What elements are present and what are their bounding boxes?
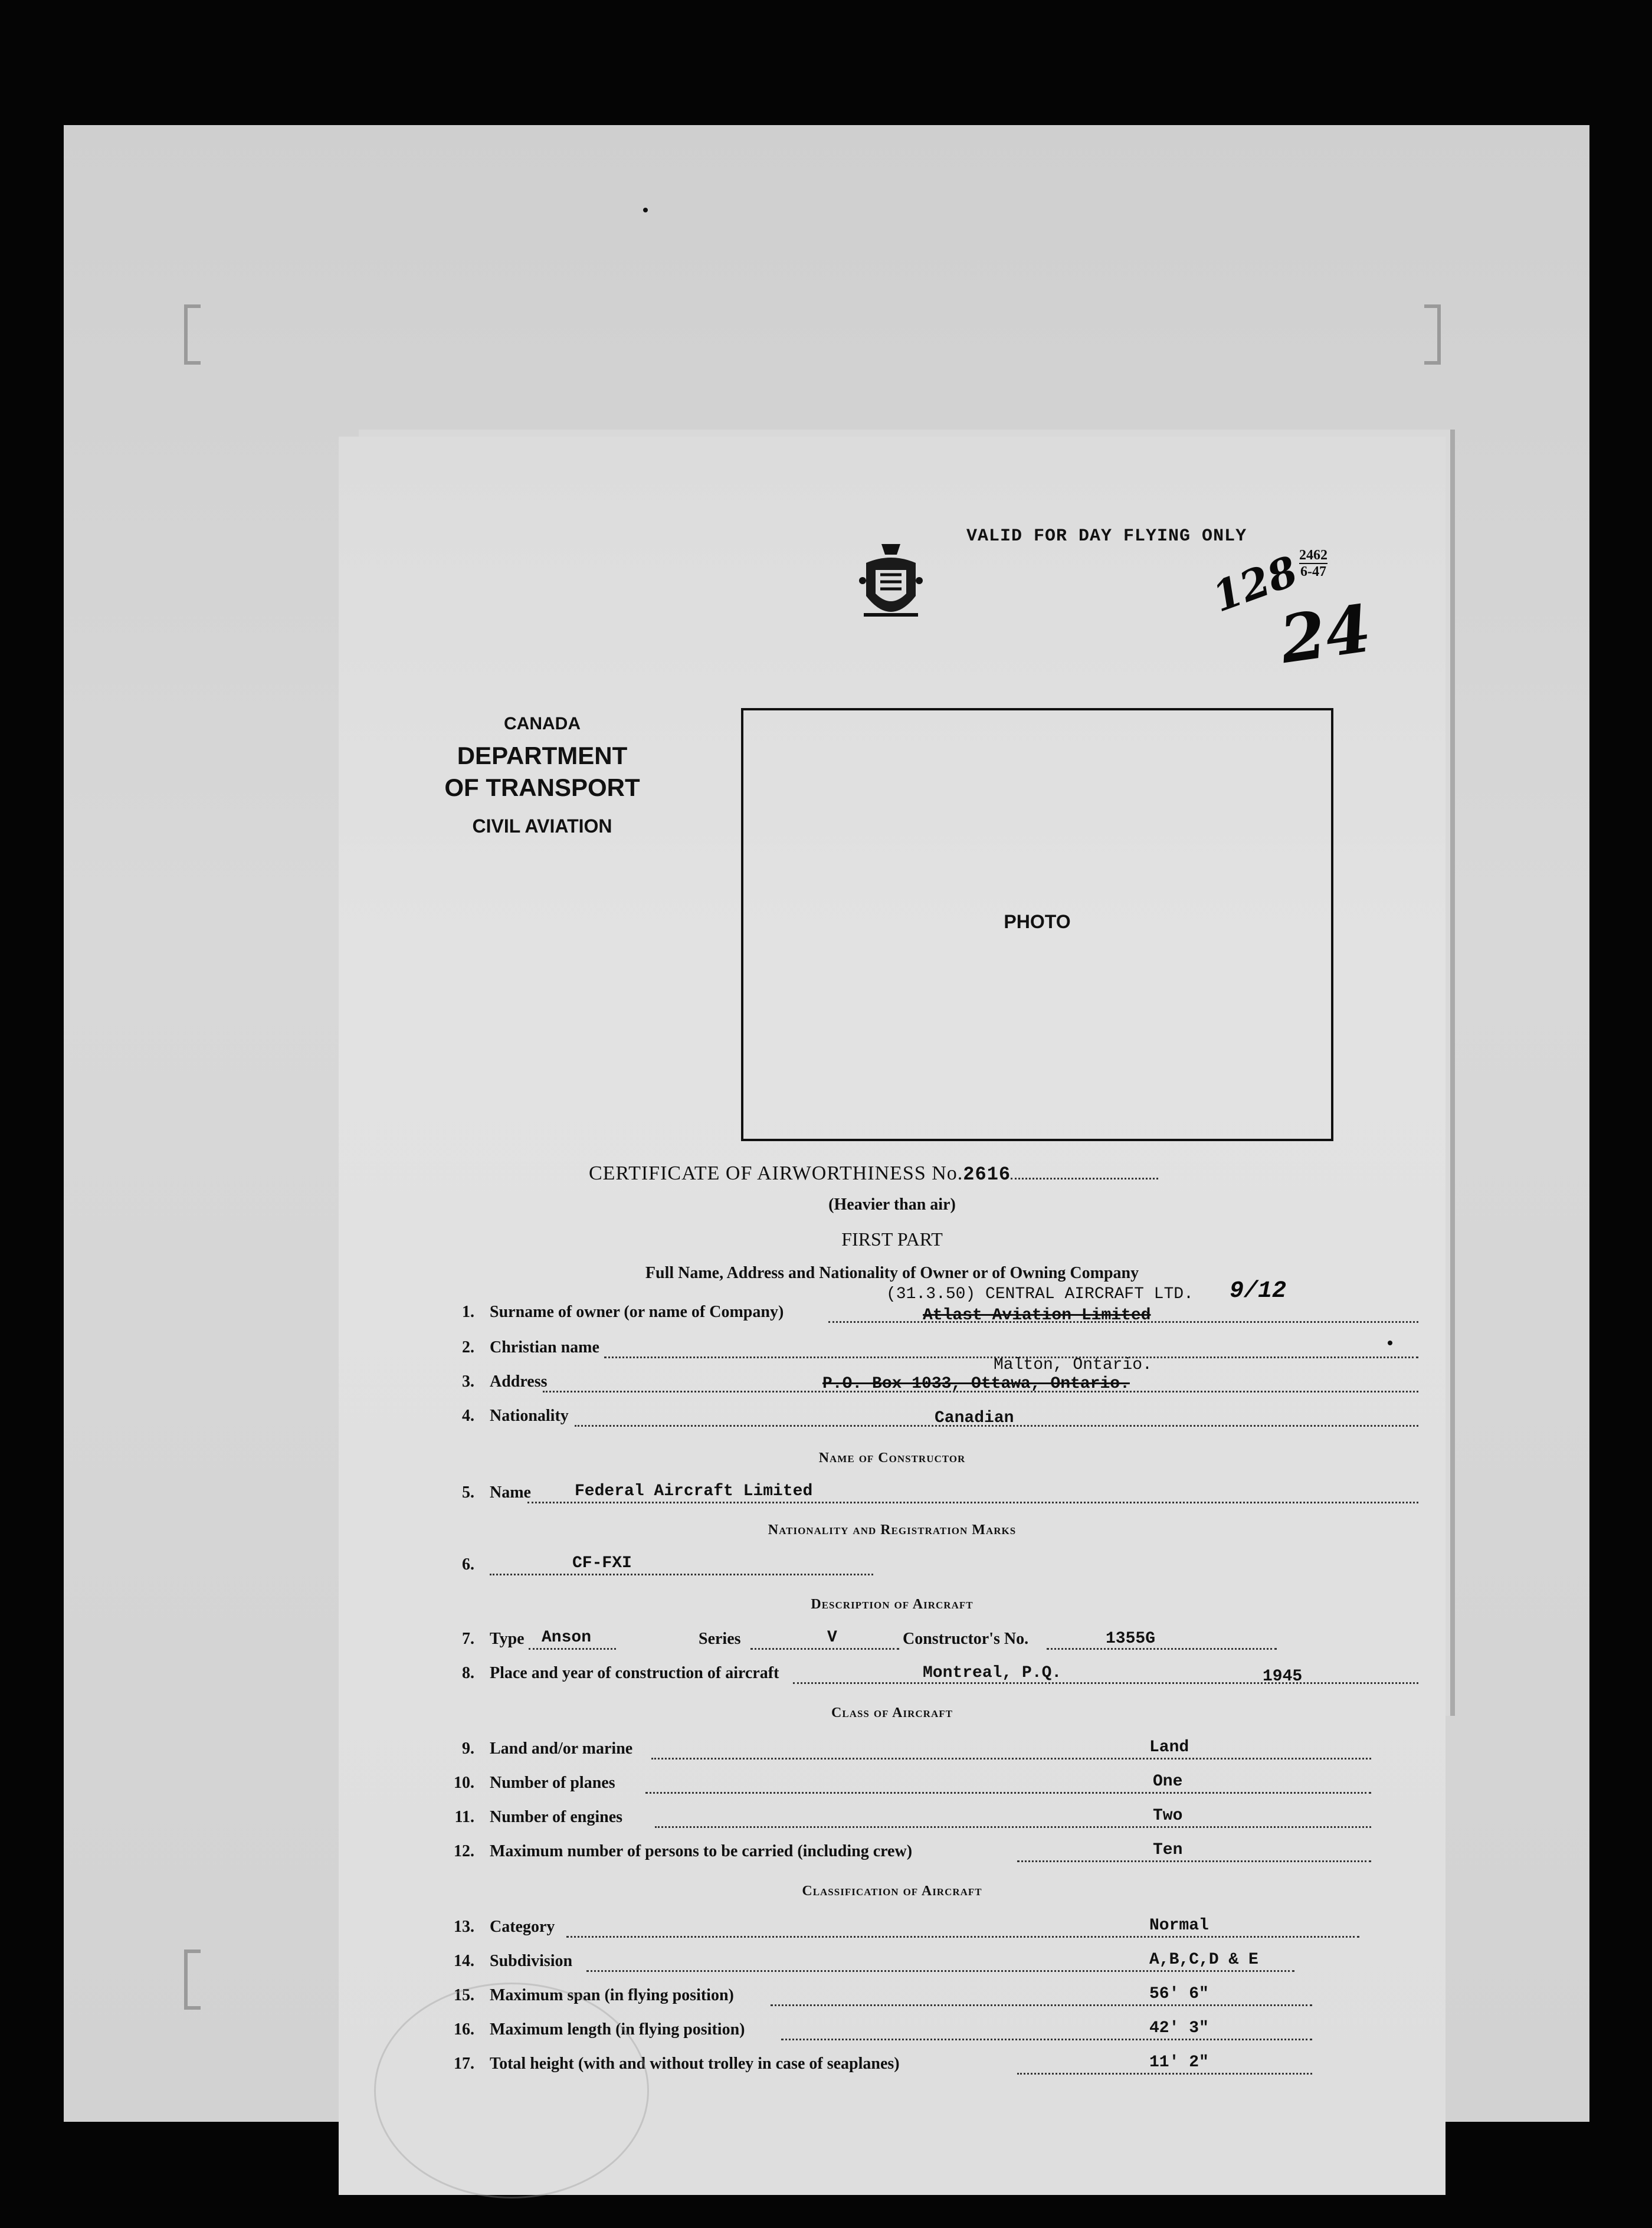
row-number: 16.	[454, 2020, 474, 2039]
classification-label: Maximum span (in flying position)	[490, 1986, 734, 2004]
owner-label: Surname of owner (or name of Company)	[490, 1303, 784, 1321]
certificate-document	[339, 437, 1446, 2195]
classification-label: Maximum length (in flying position)	[490, 2020, 745, 2039]
classification-value: Normal	[1149, 1916, 1209, 1935]
class-value: Ten	[1153, 1841, 1183, 1859]
row-number: 9.	[462, 1739, 474, 1758]
handwritten-mark-1: 128	[1206, 546, 1304, 622]
owner-update-value: (31.3.50) CENTRAL AIRCRAFT LTD.	[886, 1285, 1194, 1303]
type-label: Type	[490, 1630, 525, 1648]
row-category	[427, 1918, 1418, 1944]
row-number: 7.	[462, 1630, 474, 1648]
class-label: Maximum number of persons to be carried (including crew)	[490, 1842, 913, 1860]
certificate-title	[589, 1162, 1158, 1185]
constructor-number-value: 1355G	[1106, 1630, 1156, 1648]
crop-mark-top-left	[184, 304, 201, 365]
country-label: CANADA	[504, 714, 581, 733]
row-number: 8.	[462, 1664, 474, 1682]
classification-label: Subdivision	[490, 1952, 573, 1970]
row-number: 15.	[454, 1986, 474, 2004]
row-registration	[427, 1555, 873, 1581]
class-value: Land	[1149, 1738, 1189, 1757]
place-year-label: Place and year of construction of aircraft	[490, 1664, 779, 1682]
certificate-number: 2616	[963, 1164, 1011, 1185]
photo-label: PHOTO	[1004, 911, 1071, 932]
classification-label: Total height (with and without trolley in case of seaplanes)	[490, 2055, 900, 2073]
owner-struck-value: Atlast Aviation Limited	[923, 1306, 1151, 1325]
row-number: 12.	[454, 1842, 474, 1860]
class-label: Land and/or marine	[490, 1739, 633, 1758]
owner-heading: Full Name, Address and Nationality of Owner or of Owning Company	[645, 1264, 1139, 1282]
row-number: 3.	[462, 1372, 474, 1391]
classification-label: Category	[490, 1918, 555, 1936]
christian-name-label: Christian name	[490, 1338, 599, 1357]
row-number: 11.	[454, 1808, 474, 1826]
coat-of-arms-icon	[858, 539, 924, 628]
crop-mark-top-right	[1424, 304, 1441, 365]
classification-heading: Classification of Aircraft	[802, 1883, 982, 1899]
department-label: DEPARTMENT OF TRANSPORT	[444, 742, 640, 801]
row-number: 1.	[462, 1303, 474, 1321]
classification-value: 11' 2"	[1149, 2053, 1209, 2072]
crop-mark-bottom-left	[184, 1950, 201, 2010]
constructor-number-label: Constructor's No.	[903, 1630, 1029, 1648]
year-value: 1945	[1263, 1667, 1303, 1686]
class-label: Number of engines	[490, 1808, 623, 1826]
class-heading: Class of Aircraft	[831, 1705, 953, 1721]
address-struck-value: P.O. Box 1033, Ottawa, Ontario.	[822, 1375, 1130, 1393]
photo-box	[741, 708, 1333, 1141]
row-number: 4.	[462, 1407, 474, 1425]
nationality-label: Nationality	[490, 1407, 569, 1425]
row-number: 10.	[454, 1774, 474, 1792]
address-update-value: Malton, Ontario.	[994, 1356, 1152, 1374]
place-value: Montreal, P.Q.	[923, 1664, 1062, 1682]
address-label: Address	[490, 1372, 548, 1391]
part-heading: FIRST PART	[841, 1228, 943, 1250]
row-number: 5.	[462, 1483, 474, 1502]
series-label: Series	[699, 1630, 741, 1648]
row-class-land-marine	[427, 1739, 1418, 1765]
scan-speck	[1388, 1341, 1392, 1345]
certificate-subtitle: (Heavier than air)	[828, 1195, 956, 1214]
certificate-title-text: CERTIFICATE OF AIRWORTHINESS No.	[589, 1162, 963, 1184]
registration-heading: Nationality and Registration Marks	[768, 1522, 1017, 1538]
scan-speck	[643, 208, 648, 212]
row-number: 2.	[462, 1338, 474, 1357]
constructor-name-label: Name	[490, 1483, 531, 1502]
type-value: Anson	[542, 1629, 592, 1647]
owner-initials: 9/12	[1230, 1278, 1287, 1305]
row-number: 14.	[454, 1952, 474, 1970]
issuing-authority	[439, 714, 645, 837]
row-subdivision	[427, 1952, 1418, 1978]
row-christian-name	[427, 1338, 1418, 1364]
registration-value: CF-FXI	[572, 1554, 632, 1572]
form-number-bottom: 6-47	[1300, 564, 1326, 579]
valid-for-day-flying-note: VALID FOR DAY FLYING ONLY	[966, 526, 1247, 546]
constructor-name-value: Federal Aircraft Limited	[575, 1482, 813, 1500]
classification-value: 56' 6"	[1149, 1985, 1209, 2003]
row-class-persons	[427, 1842, 1418, 1868]
row-number: 13.	[454, 1918, 474, 1936]
row-number: 6.	[462, 1555, 474, 1574]
constructor-heading: Name of Constructor	[818, 1450, 966, 1466]
form-number-top: 2462	[1299, 548, 1328, 563]
description-heading: Description of Aircraft	[811, 1597, 974, 1612]
classification-value: 42' 3"	[1149, 2019, 1209, 2037]
nationality-value: Canadian	[935, 1409, 1014, 1427]
class-value: One	[1153, 1772, 1183, 1791]
faded-seal	[374, 1983, 649, 2198]
scanned-page	[64, 125, 1589, 2122]
form-number	[1299, 548, 1328, 579]
row-class-engines	[427, 1808, 1418, 1834]
class-label: Number of planes	[490, 1774, 615, 1792]
classification-value: A,B,C,D & E	[1149, 1951, 1258, 1969]
series-value: V	[827, 1629, 837, 1647]
class-value: Two	[1153, 1807, 1183, 1825]
row-number: 17.	[454, 2055, 474, 2073]
handwritten-mark-2: 24	[1275, 589, 1376, 679]
row-class-planes	[427, 1774, 1418, 1800]
branch-label: CIVIL AVIATION	[472, 815, 612, 837]
row-nationality	[427, 1407, 1418, 1433]
